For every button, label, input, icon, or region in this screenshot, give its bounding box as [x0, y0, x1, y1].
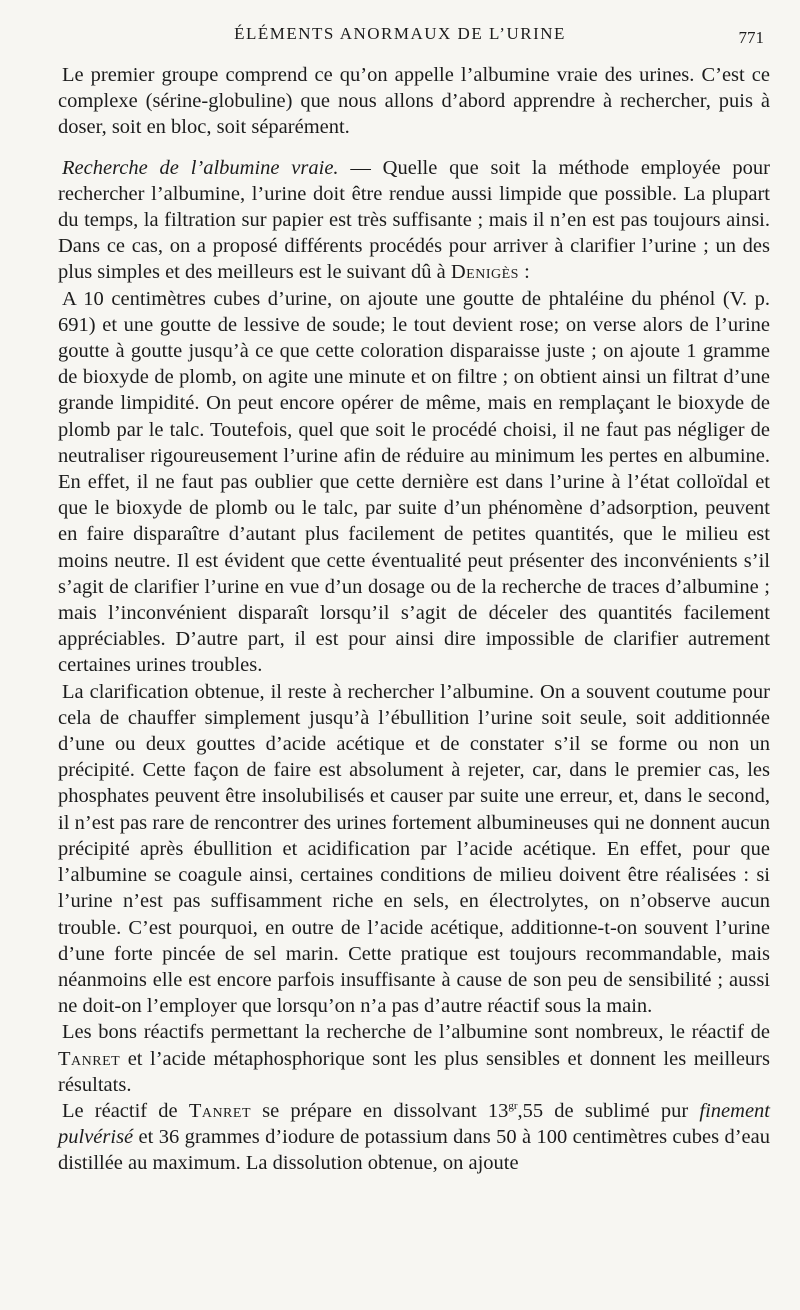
author-name: Tanret — [58, 1047, 121, 1070]
body-text — [58, 62, 770, 1177]
paragraph-3: A 10 centimètres cubes d’urine, on ajoute une goutte de phtaléine du phénol (V. p. 691) et une goutte de lessive de soude; le tout devient rose; on verse alors de l’urine goutte à goutte jusqu’à ce que cette coloration disparaisse juste ; on ajoute 1 gramme de bioxyde de plomb, on agite une minute et on filtre ; on obtient ainsi un filtrat d’une grande limpidité. On peut encore opérer de même, mais en remplaçant le bioxyde de plomb par le talc. Toutefois, quel que soit le procédé choisi, il ne faut pas négliger de neutraliser rigoureusement l’urine afin de réduire au minimum les pertes en albumine. En effet, il ne faut pas oublier que cette dernière est dans l’urine à l’état colloïdal et que le bioxyde de plomb ou le talc, par suite d’un phénomène d’adsorption, peuvent en faire disparaître d’autant plus facilement de petites quantités, que le milieu est moins neutre. Il est évident que cette éventualité peut présenter des inconvénients s’il s’agit de clarifier l’urine en vue d’un dosage ou de la recherche de traces d’albumine ; mais l’inconvénient disparaît lorsqu’il s’agit de déceler des quantités facilement appréciables. D’autre part, il est pour ainsi dire impossible de clarifier autrement certaines urines troubles. — [58, 287, 770, 677]
paragraph-6 — [58, 1098, 770, 1177]
paragraph-6-c: ,55 de sublimé pur — [517, 1099, 700, 1122]
paragraph-2-text: — Quelle que soit la méthode employée pour rechercher l’albumine, l’urine doit être rendue aussi limpide que possible. La plupart du temps, la filtration sur papier est très suffisante ; mais il n’en est pas toujours ainsi. Dans ce cas, on a proposé différents procédés pour arriver à clarifier l’urine ; un des plus simples et des meilleurs est le suivant dû à — [58, 156, 770, 284]
paragraph-5 — [58, 1019, 770, 1098]
author-name: Denigès — [450, 261, 519, 284]
paragraph-6-d: et 36 grammes d’iodure de potassium dans 50 à 100 centimètres cubes d’eau distillée au maximum. La dissolution obtenue, on ajoute — [58, 1126, 770, 1175]
paragraph-2-end: : — [518, 261, 530, 284]
paragraph-5-a: Les bons réactifs permettant la recherche de l’albumine sont nombreux, le réactif de — [62, 1021, 770, 1044]
paragraph-4: La clarification obtenue, il reste à rechercher l’albumine. On a souvent coutume pour cela de chauffer simplement jusqu’à l’ébullition l’urine soit seule, soit additionnée d’une ou deux gouttes d’acide acétique et de constater s’il se forme ou non un précipité. Cette façon de faire est absolument à rejeter, car, dans le premier cas, les phosphates peuvent être insolubilisés et causer par suite une erreur, et, dans le second, il n’est pas rare de rencontrer des urines fortement albumineuses qui ne donnent aucun précipité après ébullition et acidification par l’acide acétique. En effet, pour que l’albumine se coagule ainsi, certaines conditions de milieu doivent être réalisées : si l’urine n’est pas suffisamment riche en sels, en électrolytes, on n’observe aucun trouble. C’est pourquoi, en outre de l’acide acétique, additionne-t-on souvent l’urine d’une forte pincée de sel marin. Cette pratique est toujours recommandable, mais néanmoins elle est encore parfois insuffisante à cause de son peu de sensibilité ; aussi ne doit-on l’employer que lorsqu’on n’a pas d’autre réactif sous la main. — [58, 680, 770, 1018]
paragraph-5-b: et l’acide métaphosphorique sont les plus sensibles et donnent les meilleurs résultats. — [58, 1047, 770, 1096]
paragraph-1: Le premier groupe comprend ce qu’on appelle l’albumine vraie des urines. C’est ce complexe (sérine-globuline) que nous allons d’abord apprendre à rechercher, puis à doser, soit en bloc, soit séparément. — [58, 64, 770, 139]
author-name: Tanret — [188, 1099, 251, 1122]
section-heading: Recherche de l’albumine vraie. — [62, 156, 339, 179]
paragraph-2 — [58, 155, 770, 286]
page-header — [0, 24, 800, 54]
italic-phrase: finement pulvérisé — [58, 1099, 770, 1149]
unit-superscript: gr — [508, 1100, 518, 1113]
page-number: 771 — [738, 28, 764, 47]
running-title: ÉLÉMENTS ANORMAUX DE L’URINE — [234, 24, 566, 43]
paragraph-6-a: Le réactif de — [62, 1099, 189, 1122]
paragraph-6-b: se prépare en dissolvant 13 — [251, 1099, 509, 1122]
